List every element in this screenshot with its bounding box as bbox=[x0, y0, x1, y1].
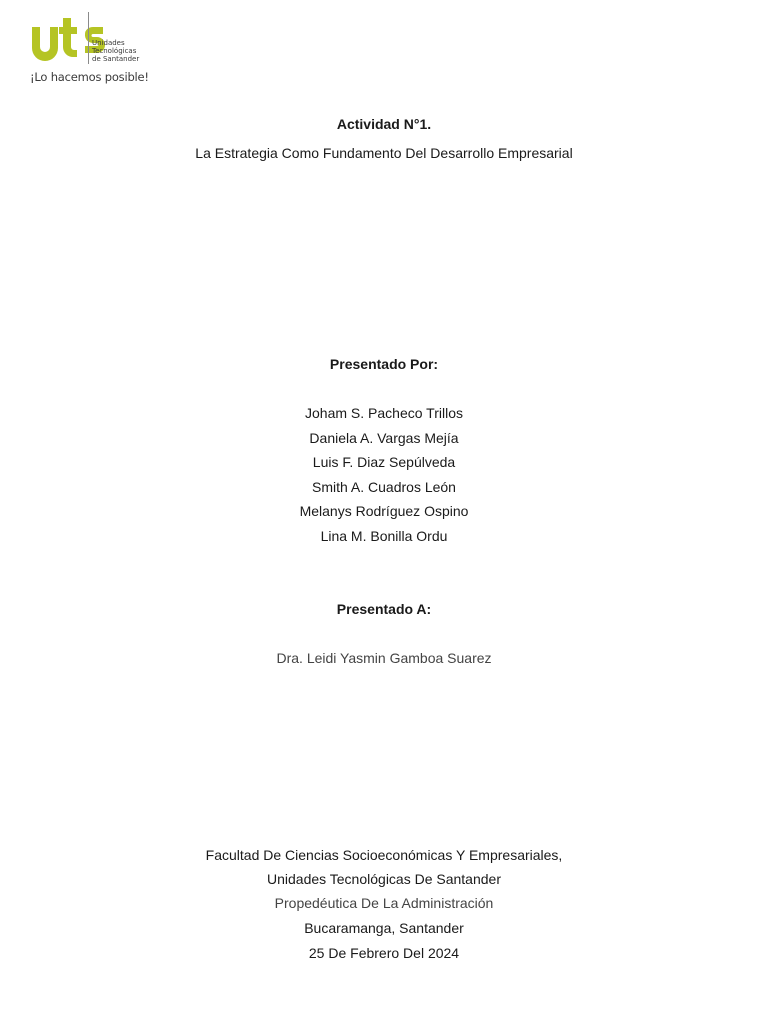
author-name: Smith A. Cuadros León bbox=[312, 479, 456, 495]
footer-faculty: Facultad De Ciencias Socioeconómicas Y Empresariales, bbox=[205, 847, 563, 863]
footer-city: Bucaramanga, Santander bbox=[304, 920, 464, 936]
advisor-name: Dra. Leidi Yasmin Gamboa Suarez bbox=[276, 650, 492, 666]
logo-institution-name: Unidades Tecnológicas de Santander bbox=[92, 39, 140, 63]
footer-course: Propedéutica De La Administración bbox=[274, 895, 494, 911]
footer-date: 25 De Febrero Del 2024 bbox=[308, 945, 460, 961]
uts-logo bbox=[30, 12, 160, 88]
author-name: Daniela A. Vargas Mejía bbox=[309, 430, 459, 446]
author-name: Joham S. Pacheco Trillos bbox=[305, 405, 463, 421]
author-name: Lina M. Bonilla Ordu bbox=[320, 528, 448, 544]
presented-by-heading: Presentado Por: bbox=[329, 356, 439, 372]
presented-to-heading: Presentado A: bbox=[336, 601, 432, 617]
author-name: Melanys Rodríguez Ospino bbox=[299, 503, 469, 519]
document-subtitle: La Estrategia Como Fundamento Del Desarrollo Empresarial bbox=[195, 145, 573, 161]
footer-university: Unidades Tecnológicas De Santander bbox=[266, 871, 501, 887]
document-title: Actividad N°1. bbox=[336, 116, 432, 132]
logo-tagline: ¡Lo hacemos posible! bbox=[30, 70, 149, 84]
author-name: Luis F. Diaz Sepúlveda bbox=[312, 454, 456, 470]
